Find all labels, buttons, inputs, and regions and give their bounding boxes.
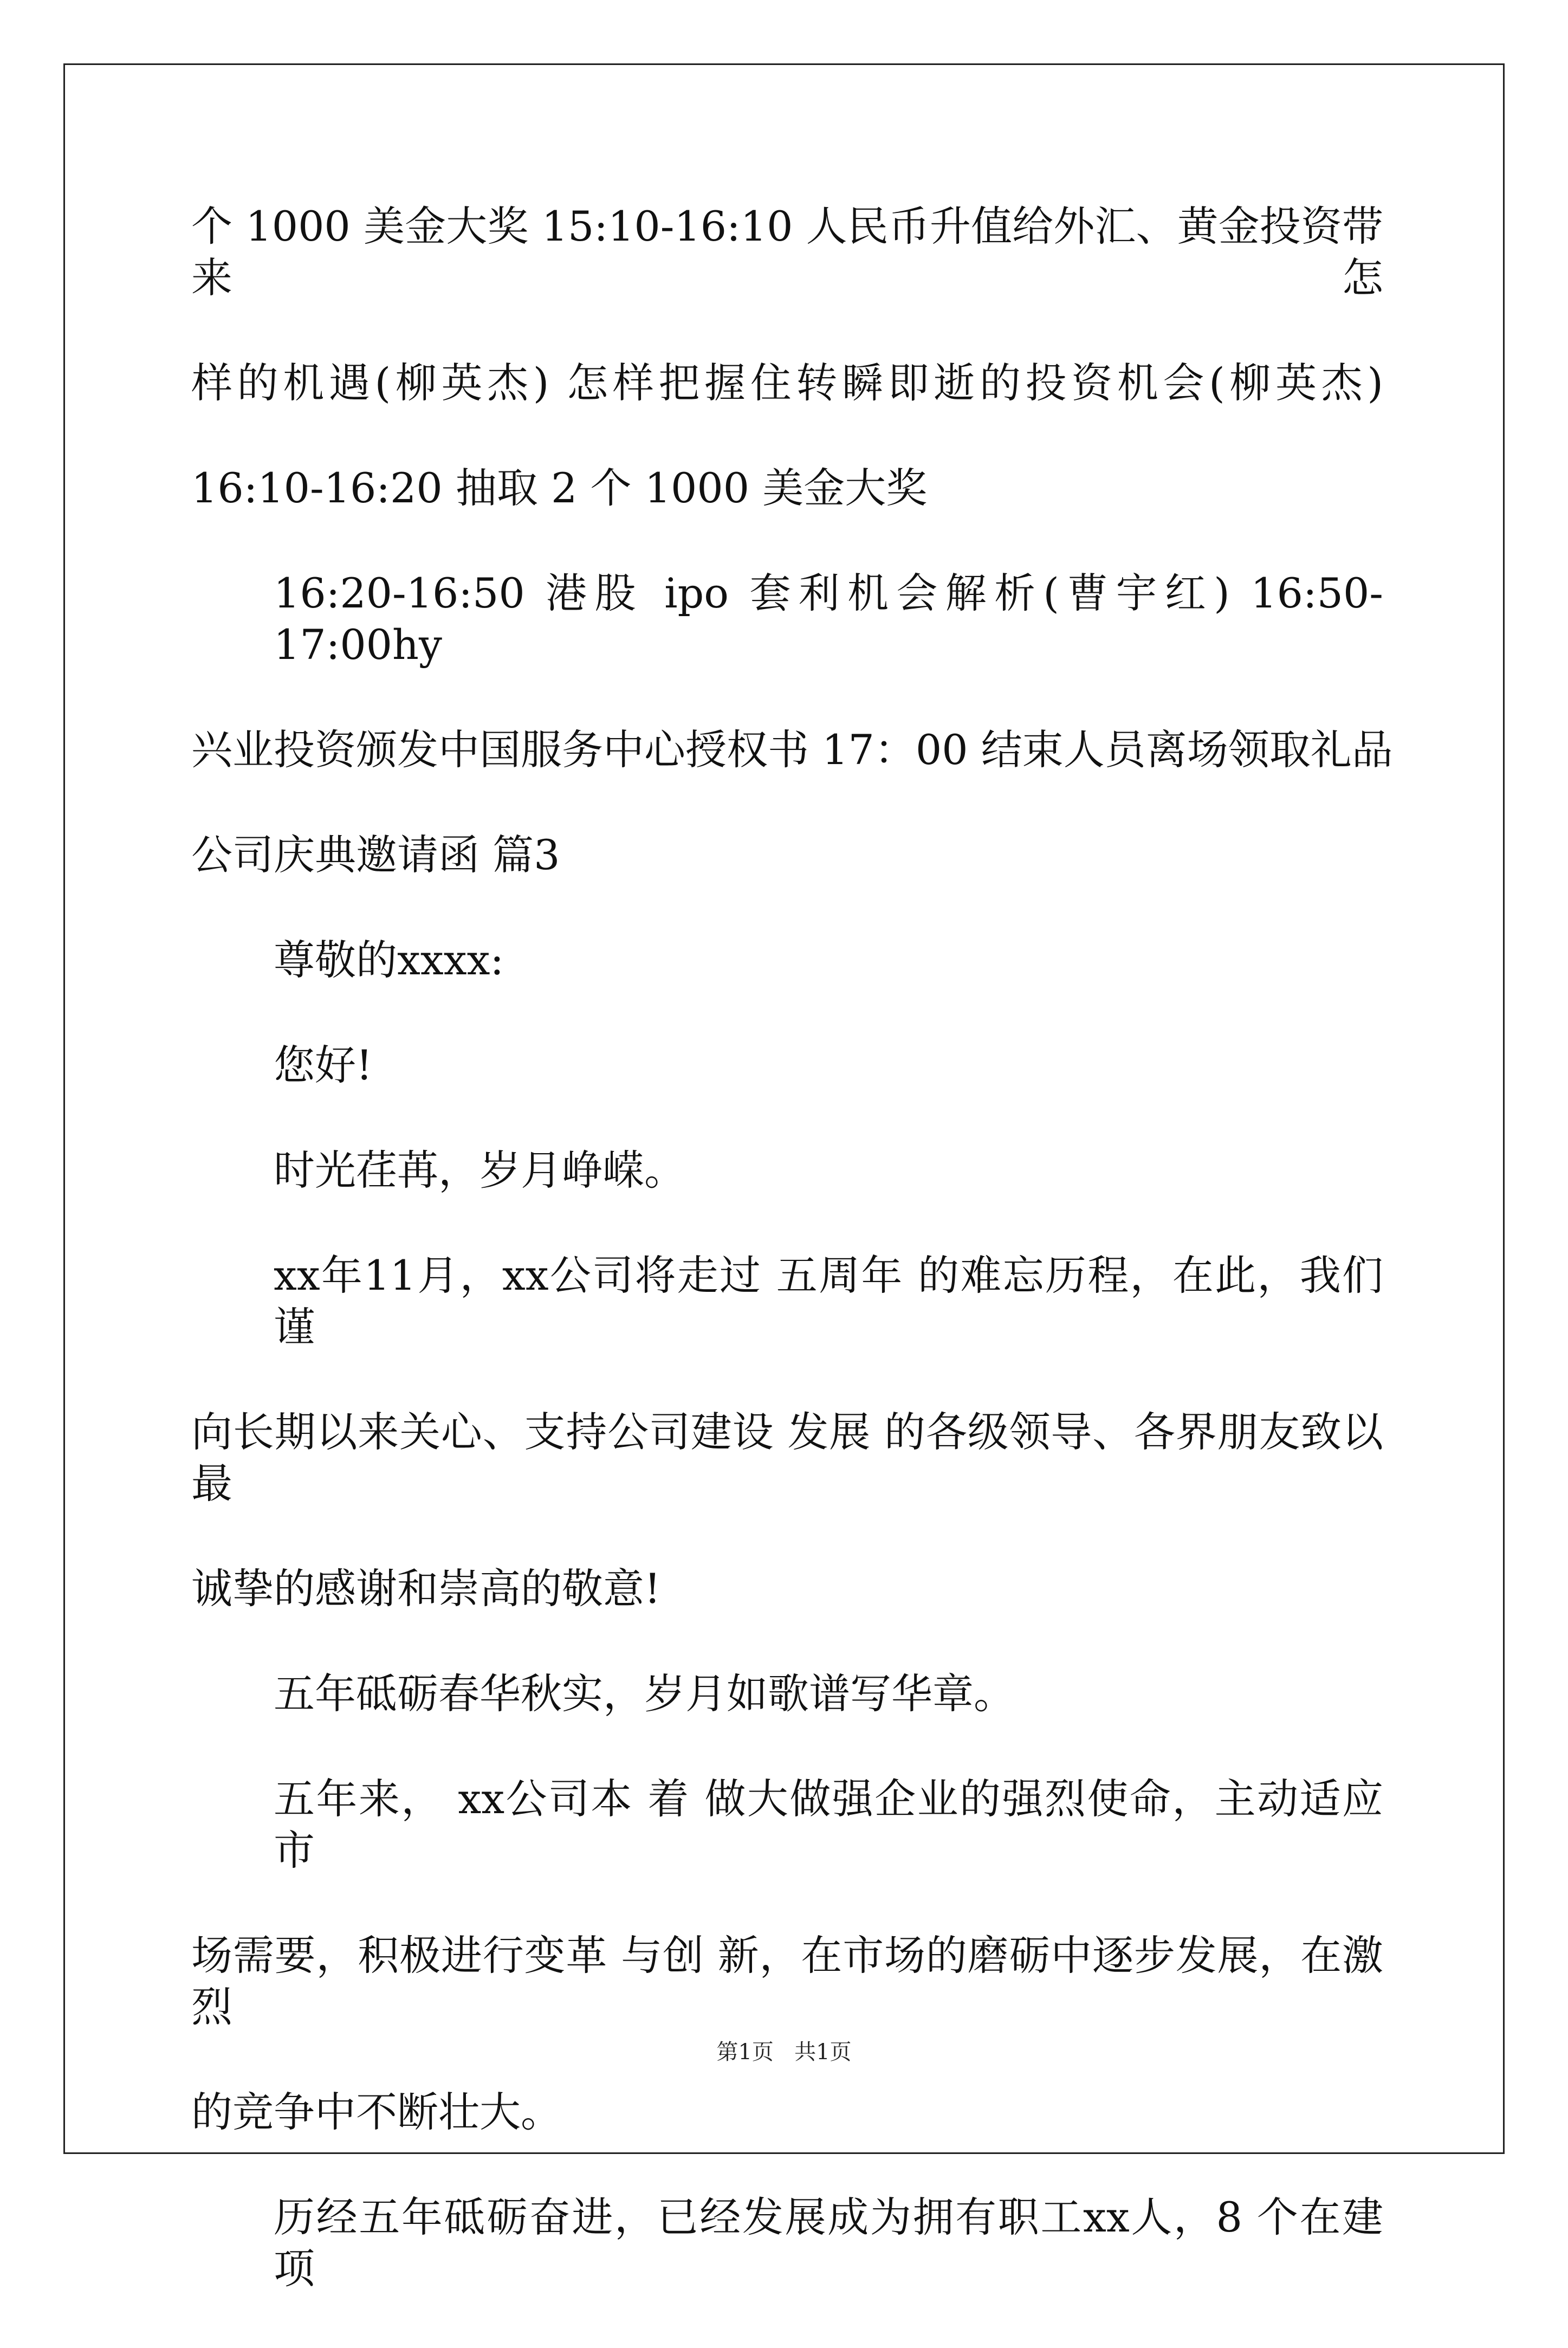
salutation: 尊敬的xxxx:	[274, 936, 504, 984]
text-line: 历经五年砥砺奋进，已经发展成为拥有职工xx人，8 个在建项	[274, 2193, 1383, 2293]
text-line: 16:10-16:20 抽取 2 个 1000 美金大奖	[191, 464, 928, 512]
page-total: 共1页	[794, 2040, 852, 2065]
text-line: 个 1000 美金大奖 15:10-16:10 人民币升值给外汇、黄金投资带来怎	[191, 202, 1383, 302]
text-line: 诚挚的感谢和崇高的敬意!	[191, 1564, 661, 1613]
greeting: 您好!	[274, 1041, 373, 1089]
page-footer	[0, 2035, 1568, 2066]
text-line: 样的机遇(柳英杰) 怎样把握住转瞬即逝的投资机会(柳英杰)	[191, 359, 1383, 407]
text-line: 五年砥砺春华秋实，岁月如歌谱写华章。	[274, 1670, 1015, 1718]
text-line: 向长期以来关心、支持公司建设 发展 的各级领导、各界朋友致以最	[191, 1408, 1383, 1508]
text-line: 时光荏苒，岁月峥嵘。	[274, 1146, 685, 1194]
section-heading: 公司庆典邀请函 篇3	[191, 831, 560, 879]
text-line: 五年来， xx公司本 着 做大做强企业的强烈使命，主动适应市	[274, 1775, 1383, 1874]
document-body	[191, 200, 1393, 2348]
text-line: 的竞争中不断壮大。	[191, 2088, 562, 2136]
text-line: 场需要，积极进行变革 与创 新，在市场的磨砺中逐步发展，在激烈	[191, 1931, 1383, 2031]
text-line: xx年11月，xx公司将走过 五周年 的难忘历程，在此，我们谨	[274, 1251, 1383, 1351]
page-number: 第1页	[716, 2040, 774, 2065]
text-line: 16:20-16:50 港股 ipo 套利机会解析(曹宇红) 16:50-17:00hy	[274, 569, 1383, 669]
text-line: 兴业投资颁发中国服务中心授权书 17：00 结束人员离场领取礼品	[191, 726, 1393, 774]
